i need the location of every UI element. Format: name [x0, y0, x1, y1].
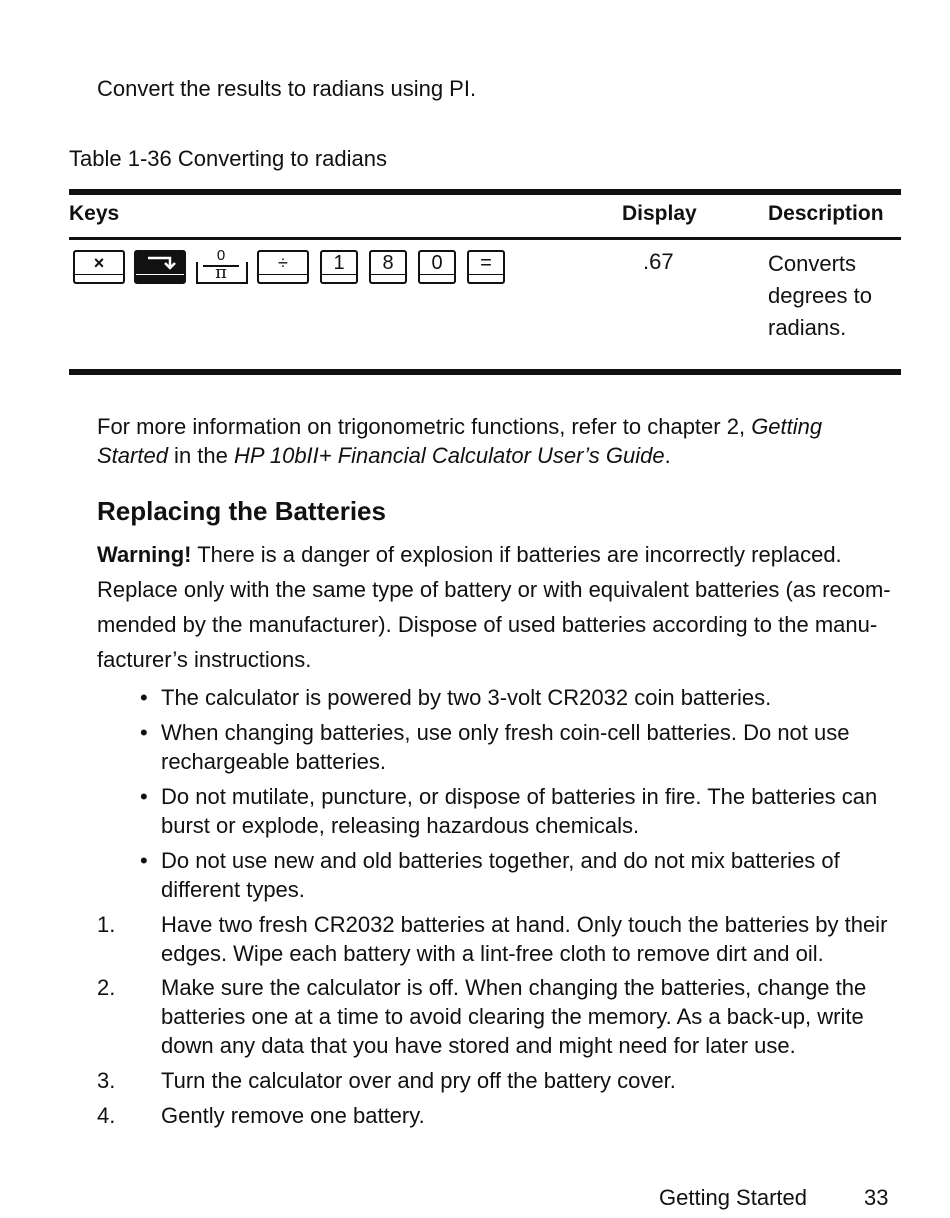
- list-item: • Do not use new and old batteries together, and do not mix batteries of different types.: [140, 848, 840, 902]
- warning-paragraph: [97, 537, 892, 677]
- table-caption: Table 1-36 Converting to radians: [69, 146, 387, 171]
- list-item: • When changing batteries, use only fresh coin-cell batteries. Do not use rechargeable batteries.: [140, 720, 850, 774]
- step-item: 2. Make sure the calculator is off. When changing the batteries, change the batteries one at a time to avoid clearing the memory. As a back-up, write down any data that you have stored and might need for later use.: [97, 975, 867, 1058]
- multiply-key: ×: [73, 250, 125, 284]
- warning-text: There is a danger of explosion if batteries are incorrectly replaced. Replace only with the same type of battery or with equivalent batteries (as recom-mended by the manufacturer). Dispose of used batteries according to the manu-facturer’s instructions.: [97, 542, 891, 672]
- header-description: Description: [768, 202, 884, 225]
- intro-text: Convert the results to radians using PI.: [97, 76, 477, 101]
- list-item: • The calculator is powered by two 3-volt CR2032 coin batteries.: [140, 685, 772, 710]
- digit-key-0: 0: [418, 250, 456, 284]
- table-bottom-rule: [69, 369, 901, 375]
- digit-key-8: 8: [369, 250, 407, 284]
- warning-label: Warning!: [97, 542, 192, 567]
- display-value: .67: [643, 249, 674, 274]
- table-header-rule: [69, 237, 901, 240]
- footer-chapter-title: Getting Started: [659, 1185, 807, 1210]
- divide-key: ÷: [257, 250, 309, 284]
- step-item: 4. Gently remove one battery.: [97, 1103, 425, 1128]
- page-number: 33: [864, 1185, 889, 1210]
- description-text: Converts degrees to radians.: [768, 251, 872, 340]
- shift-arrow-icon: [136, 252, 184, 272]
- step-item: 3. Turn the calculator over and pry off the battery cover.: [97, 1068, 676, 1093]
- digit-key-1: 1: [320, 250, 358, 284]
- more-info-paragraph: For more information on trigonometric functions, refer to chapter 2, Getting Started in the HP 10bII+ Financial Calculator User’s Guide.: [97, 414, 823, 468]
- shift-key: [134, 250, 186, 284]
- section-heading: Replacing the Batteries: [97, 496, 386, 526]
- pi-key-outline: [195, 250, 249, 286]
- header-display: Display: [622, 202, 697, 225]
- pi-key: 0 π: [195, 250, 247, 284]
- step-item: 1. Have two fresh CR2032 batteries at hand. Only touch the batteries by their edges. Wipe each battery with a lint-free cloth to remove dirt and oil.: [97, 912, 888, 966]
- list-item: • Do not mutilate, puncture, or dispose of batteries in fire. The batteries can burst or explode, releasing hazardous chemicals.: [140, 784, 878, 838]
- header-keys: Keys: [69, 202, 120, 225]
- equals-key: =: [467, 250, 505, 284]
- table-top-rule: [69, 189, 901, 195]
